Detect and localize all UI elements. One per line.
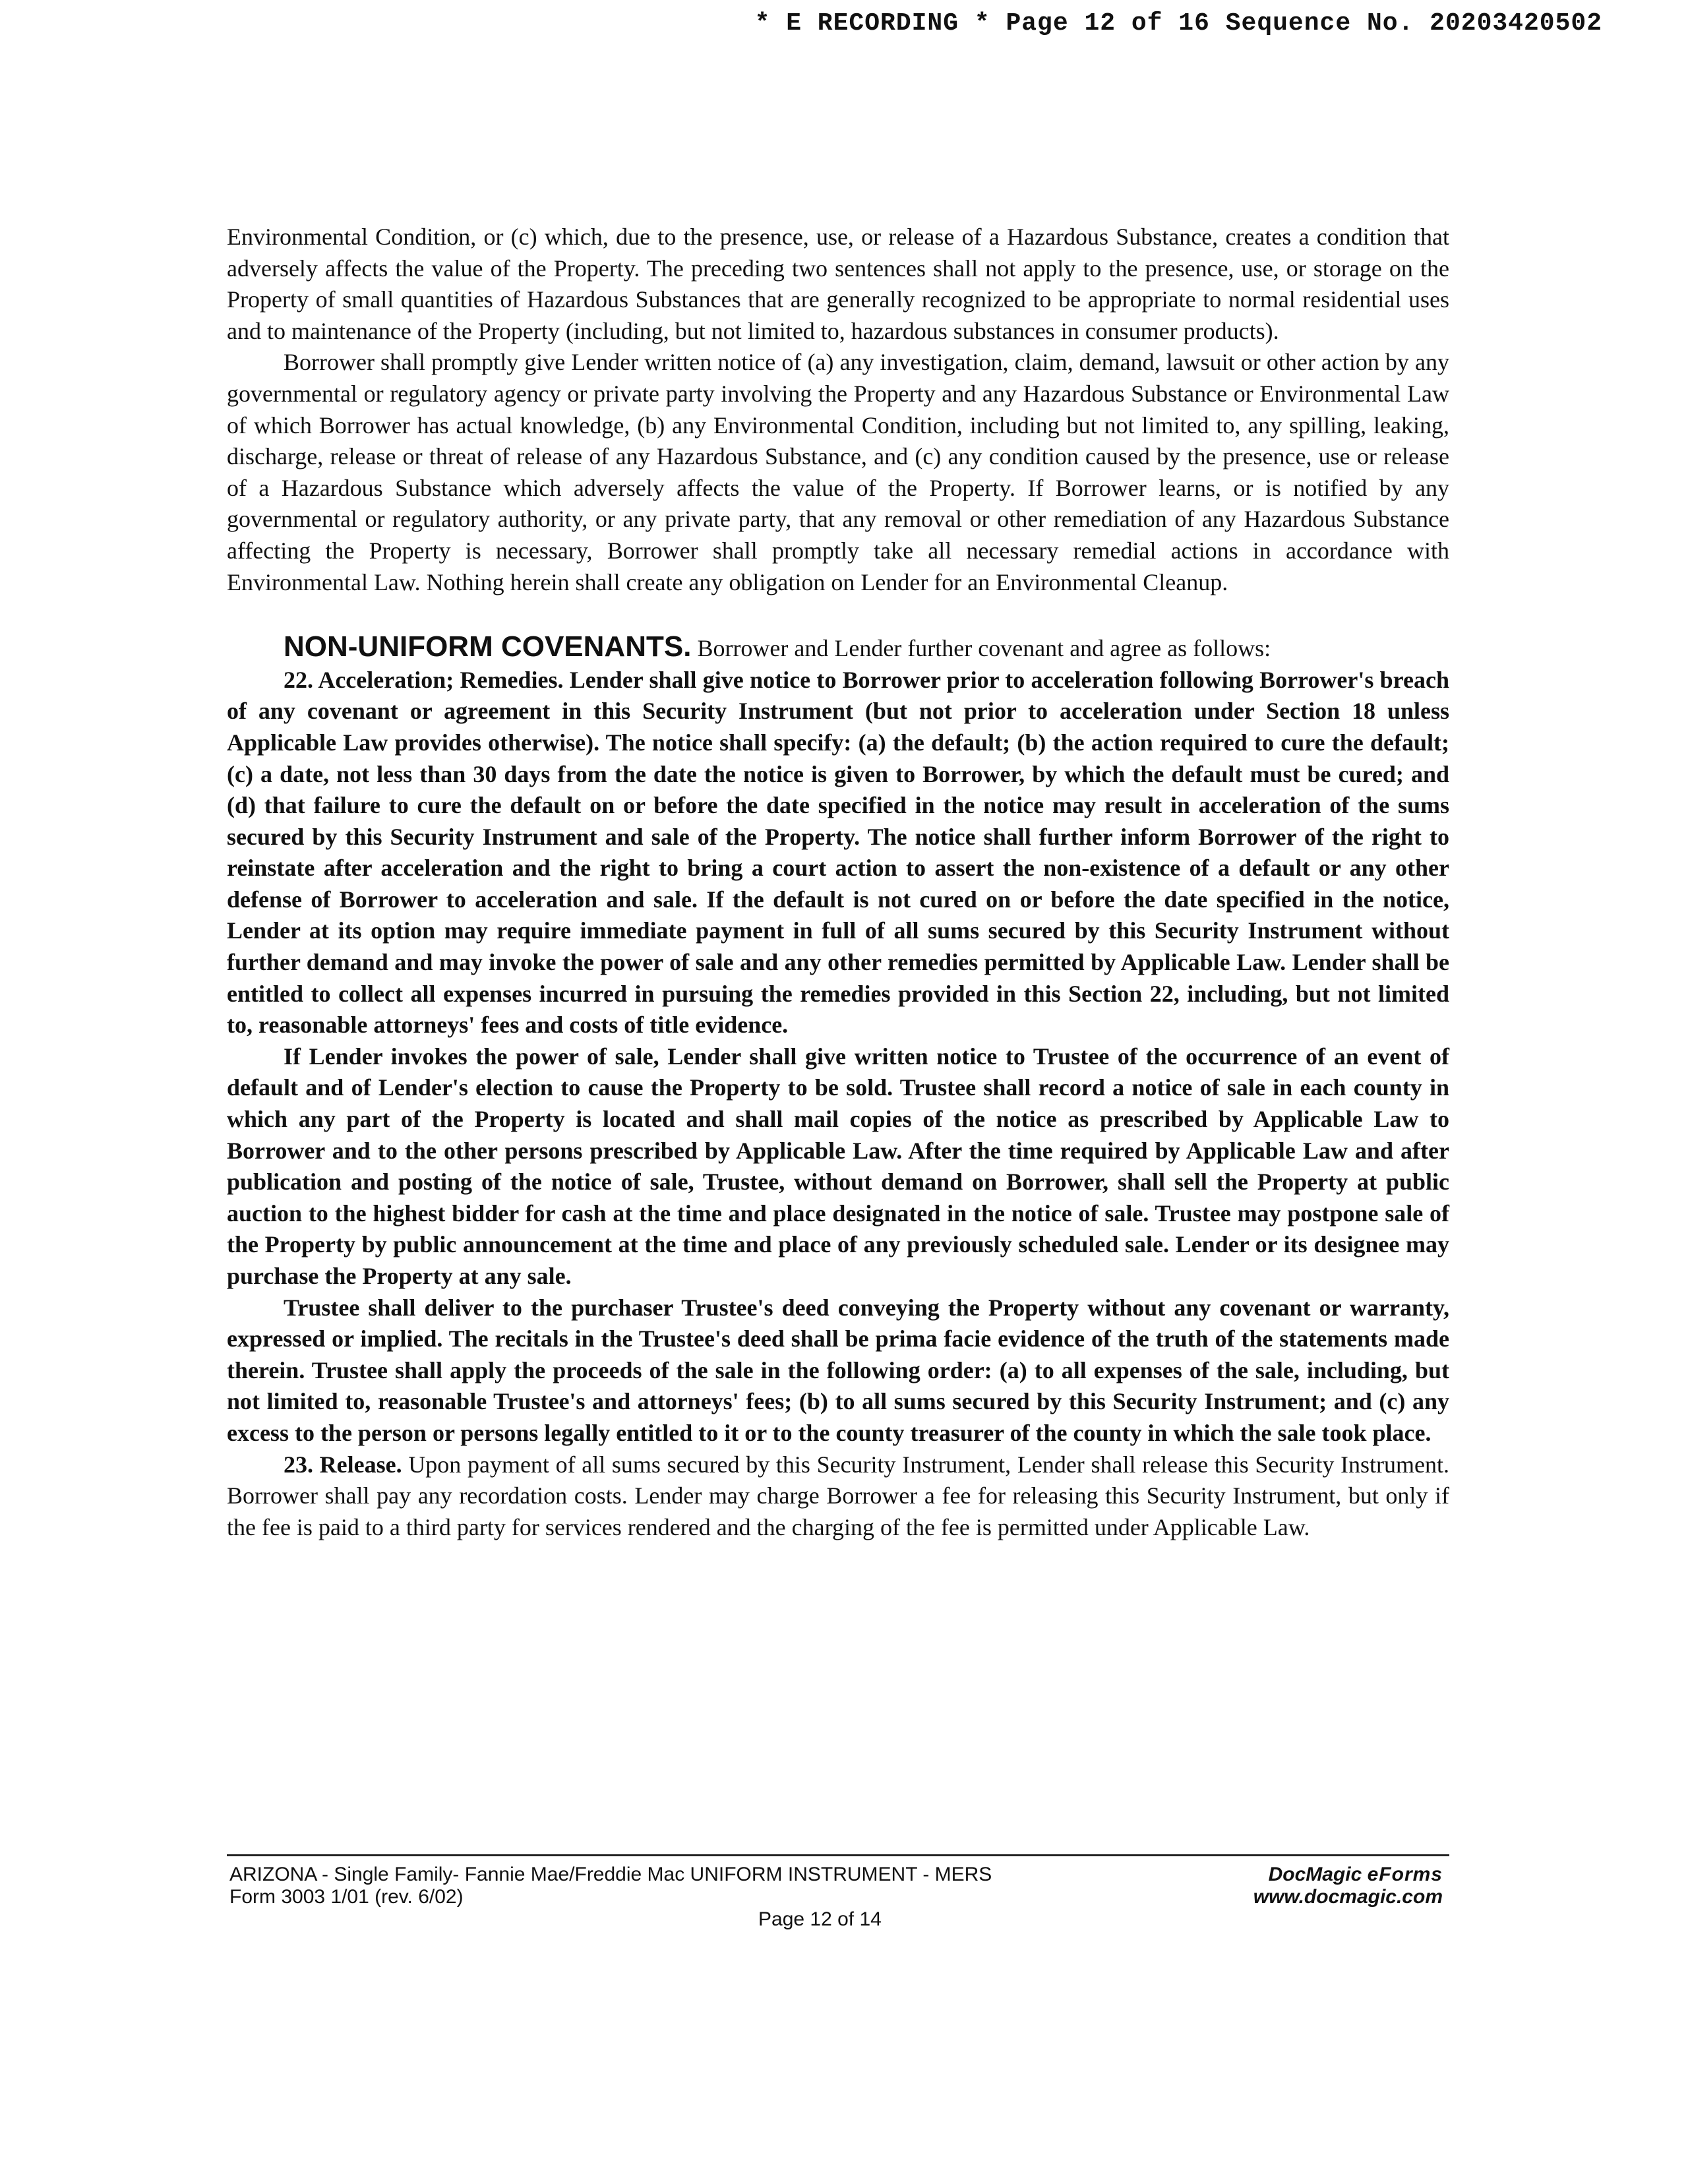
footer-form-info [229,1864,992,1908]
section-22-acceleration-remedies: 22. Acceleration; Remedies. Lender shall give notice to Borrower prior to acceleration following Borrower's breach of any covenant or agreement in this Security Instrument (but not prior to acceleration under Section 18 unless Applicable Law provides otherwise). The notice shall specify: (a) the default; (b) the action required to cure the default; (c) a date, not less than 30 days from the date the notice is given to Borrower, by which the default must be cured; and (d) that failure to cure the default on or before the date specified in the notice may result in acceleration of the sums secured by this Security Instrument and sale of the Property. The notice shall further inform Borrower of the right to reinstate after acceleration and the right to bring a court action to assert the non-existence of a default or any other defense of Borrower to acceleration and sale. If the default is not cured on or before the date specified in the notice, Lender at its option may require immediate payment in full of all sums secured by this Security Instrument without further demand and may invoke the power of sale and any other remedies permitted by Applicable Law. Lender shall be entitled to collect all expenses incurred in pursuing the remedies provided in this Section 22, including, but not limited to, reasonable attorneys' fees and costs of title evidence. [227,666,1449,1039]
paragraph-borrower-notice: Borrower shall promptly give Lender written notice of (a) any investigation, claim, demand, lawsuit or other action by any governmental or regulatory agency or private party involving the Property and any Hazardous Substance or Environmental Law of which Borrower has actual knowledge, (b) any Environmental Condition, including but not limited to, any spilling, leaking, discharge, release or threat of release of any Hazardous Substance, and (c) any condition caused by the presence, use or release of a Hazardous Substance which adversely affects the value of the Property. If Borrower learns, or is notified by any governmental or regulatory authority, or any private party, that any removal or other remediation of any Hazardous Substance affecting the Property is necessary, Borrower shall promptly take all necessary remedial actions in accordance with Environmental Law. Nothing herein shall create any obligation on Lender for an Environmental Cleanup. [227,349,1449,595]
footer-form-title: ARIZONA - Single Family- Fannie Mae/Freddie Mac UNIFORM INSTRUMENT - MERS [229,1864,992,1885]
covenants-title: NON-UNIFORM COVENANTS. [284,630,692,663]
paragraph-environmental-condition: Environmental Condition, or (c) which, due to the presence, use, or release of a Hazardous Substance, creates a condition that adversely affects the value of the Property. The preceding two sentences shall not apply to the presence, use, or storage on the Property of small quantities of Hazardous Substances that are generally recognized to be appropriate to normal residential uses and to maintenance of the Property (including, but not limited to, hazardous substances in consumer products). [227,224,1449,344]
brand-name: DocMagic [1268,1864,1362,1885]
footer-form-number: Form 3003 1/01 (rev. 6/02) [229,1886,464,1908]
section-23-release [227,1449,1449,1544]
section-23-heading: 23. Release. [284,1451,402,1478]
section-23-text: Upon payment of all sums secured by this Security Instrument, Lender shall release this Security Instrument. Borrower shall pay any recordation costs. Lender may charge Borrower a fee for releasing this Security Instrument, but only if the fee is paid to a third party for services rendered and the charging of the fee is permitted under Applicable Law. [227,1451,1449,1540]
footer-divider [227,1854,1449,1856]
paragraph-trustee-deed: Trustee shall deliver to the purchaser Trustee's deed conveying the Property without any covenant or warranty, expressed or implied. The recitals in the Trustee's deed shall be prima facie evidence of the truth of the statements made therein. Trustee shall apply the proceeds of the sale in the following order: (a) to all expenses of the sale, including, but not limited to, reasonable Trustee's and attorneys' fees; (b) to all sums secured by this Security Instrument; and (c) any excess to the person or persons legally entitled to it or to the county treasurer of the county in which the sale took place. [227,1294,1449,1446]
paragraph-power-of-sale: If Lender invokes the power of sale, Lender shall give written notice to Trustee of the occurrence of an event of default and of Lender's election to cause the Property to be sold. Trustee shall record a notice of sale in each county in which any part of the Property is located and shall mail copies of the notice as prescribed by Applicable Law to Borrower and to the other persons prescribed by Applicable Law. After the time required by Applicable Law and after publication and posting of the notice of sale, Trustee, without demand on Borrower, shall sell the Property at public auction to the highest bidder for cash at the time and place designated in the notice of sale. Trustee may postpone sale of the Property by public announcement at the time and place of any previously scheduled sale. Lender or its designee may purchase the Property at any sale. [227,1043,1449,1289]
recording-stamp: * E RECORDING * Page 12 of 16 Sequence No. 20203420502 [754,9,1602,38]
footer-brand [1253,1864,1443,1908]
non-uniform-covenants [227,631,1449,665]
document-body [227,222,1449,1543]
covenants-intro: Borrower and Lender further covenant and agree as follows: [697,635,1271,662]
brand-suffix: eForms [1367,1864,1443,1885]
brand-website: www.docmagic.com [1253,1886,1443,1908]
page-number: Page 12 of 14 [758,1908,882,1930]
